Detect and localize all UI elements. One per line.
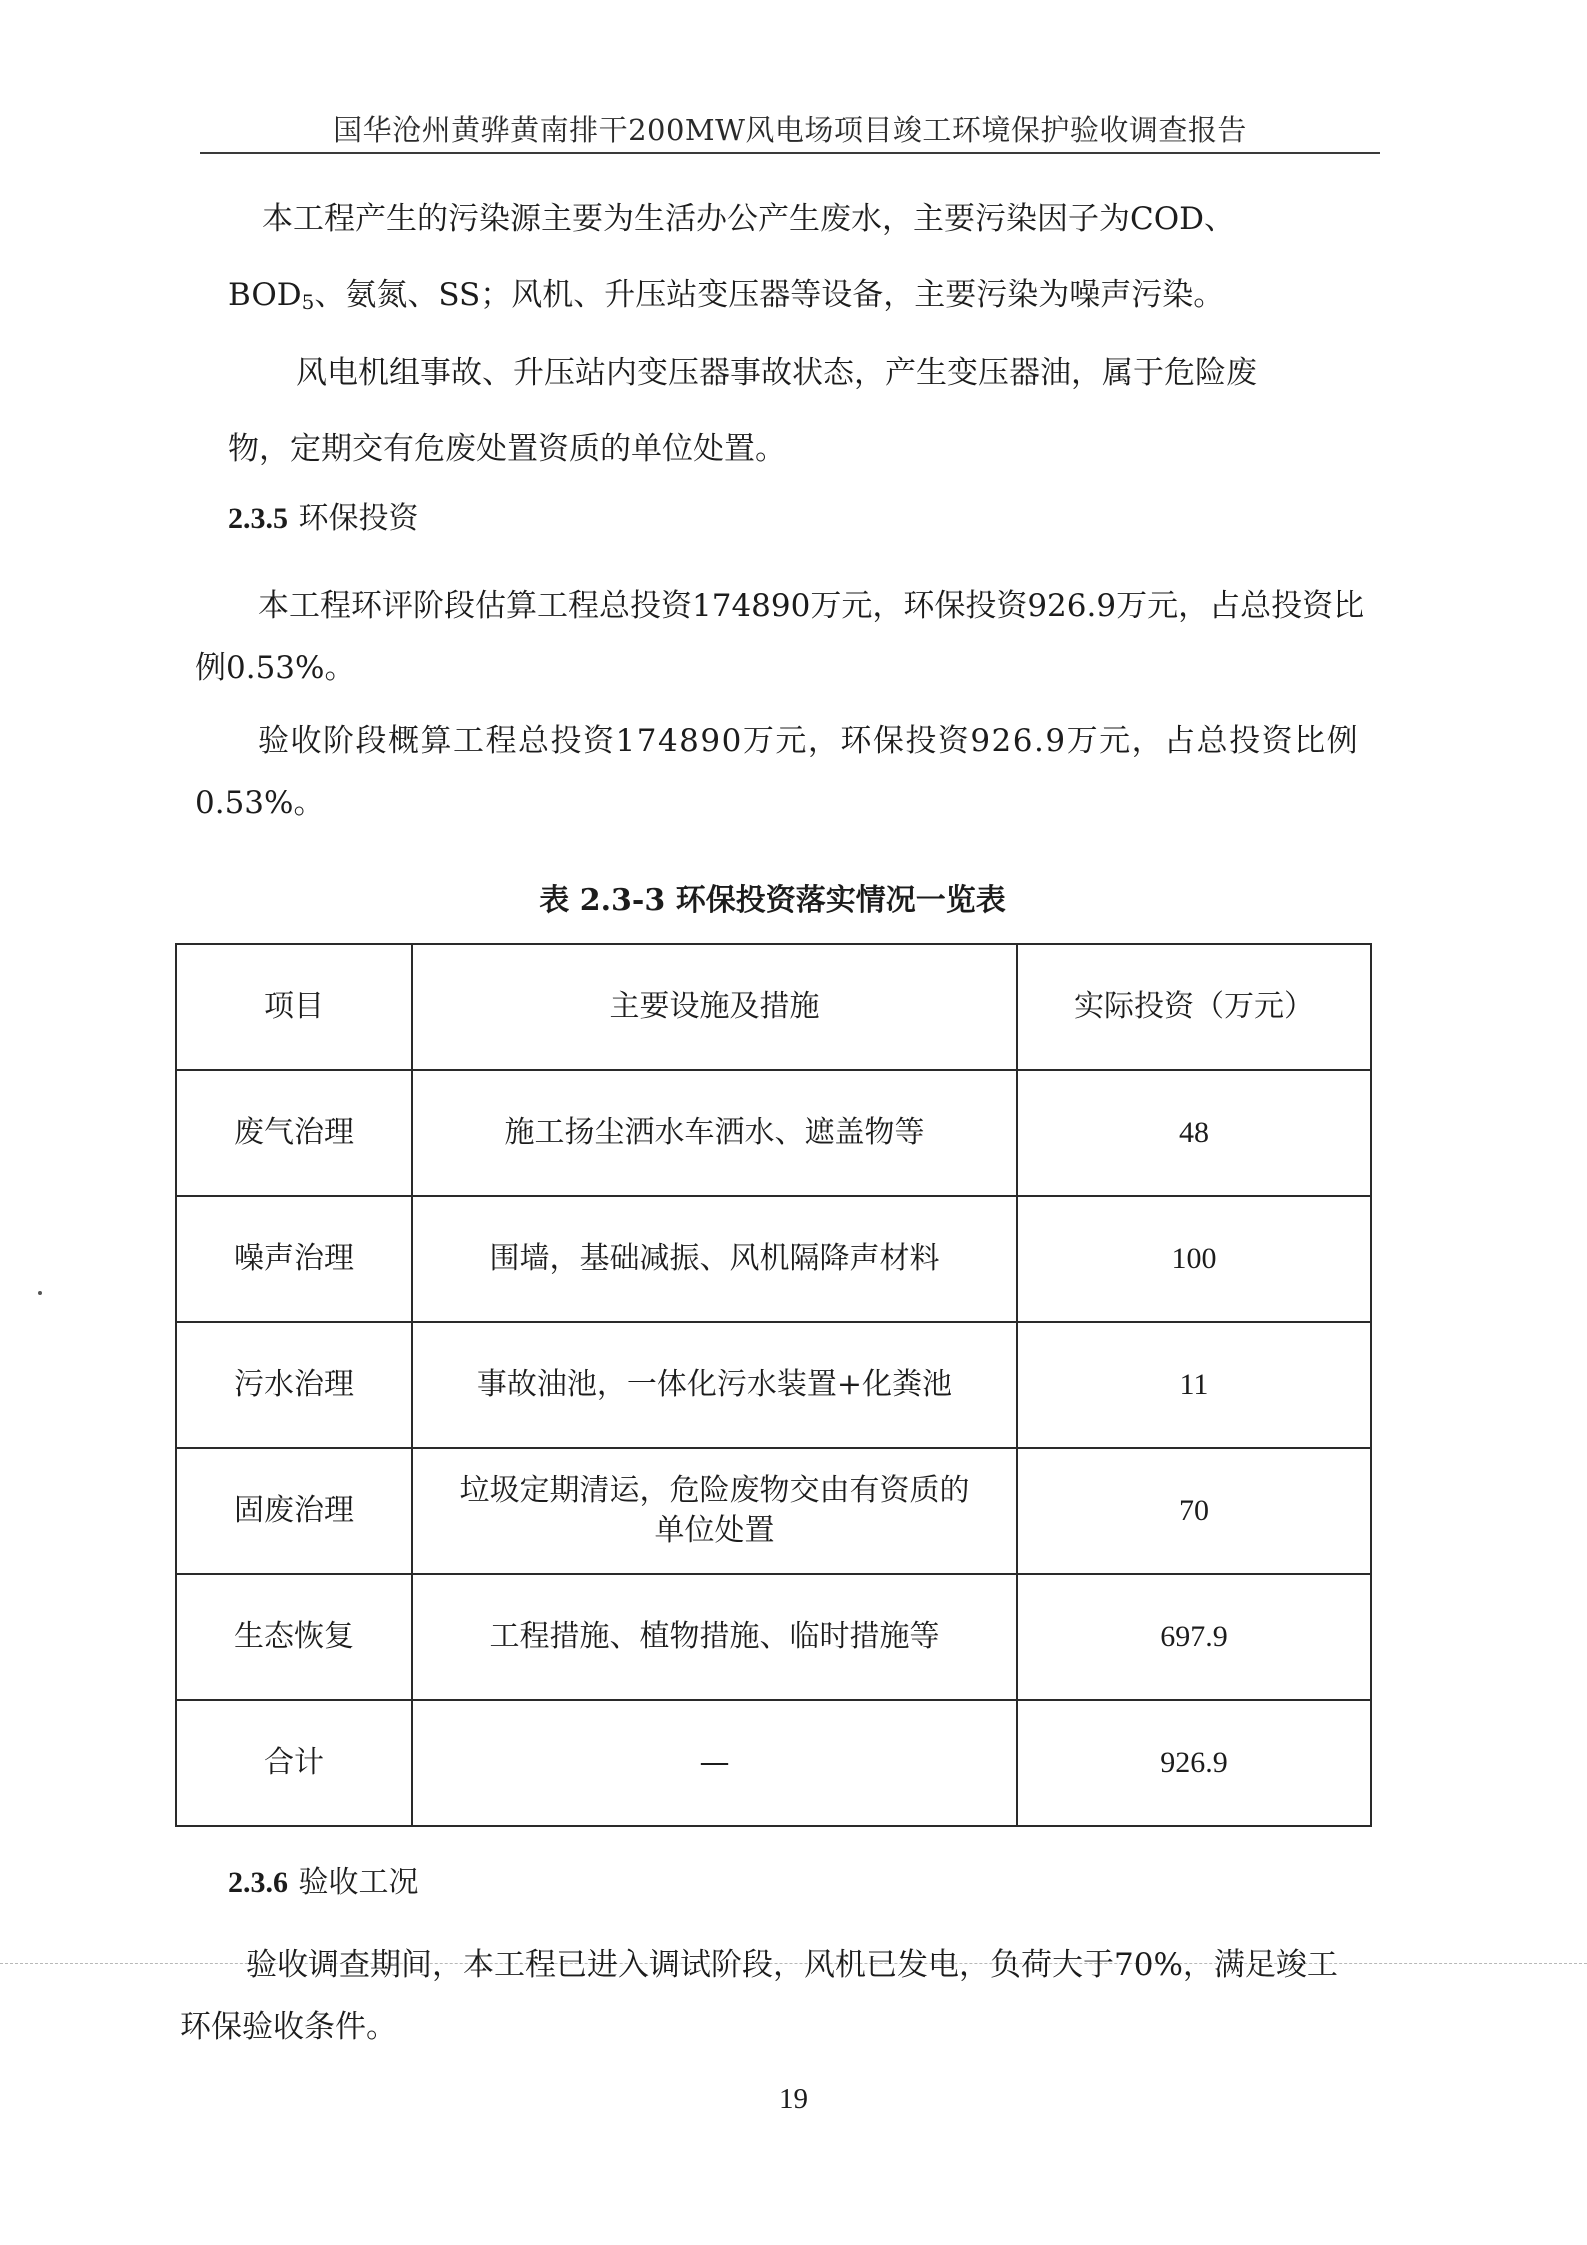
intro-paragraph-1-line-1: 本工程产生的污染源主要为生活办公产生废水，主要污染因子为COD、 [262,201,1235,237]
cell-measures: 围墙，基础减振、风机隔降声材料 [412,1196,1017,1322]
cell-investment: 11 [1017,1322,1371,1448]
cell-item: 生态恢复 [176,1574,412,1700]
cell-measures-line-2: 单位处置 [654,1513,775,1548]
column-header-measures: 主要设施及措施 [412,944,1017,1070]
section-2-3-5-paragraph-1-line-2: 例0.53%。 [195,650,356,686]
cell-measures: 工程措施、植物措施、临时措施等 [412,1574,1017,1700]
cell-measures: — [412,1700,1017,1826]
section-number: 2.3.5 [228,502,288,535]
table-row-total [176,1700,1371,1826]
section-2-3-6-paragraph-1-line-2: 环保验收条件。 [180,2009,397,2045]
page-number: 19 [779,2083,808,2115]
cell-measures [412,1448,1017,1574]
bod-label: BOD [228,277,302,313]
section-2-3-5-paragraph-2-line-1: 验收阶段概算工程总投资174890万元，环保投资926.9万元，占总投资比例 [258,723,1360,759]
table-row [176,1574,1371,1700]
section-title: 环保投资 [298,501,419,536]
column-header-item: 项目 [176,944,412,1070]
section-number: 2.3.6 [228,1866,288,1899]
scan-speck [38,1291,42,1295]
table-header-row [176,944,1371,1070]
cell-item: 噪声治理 [176,1196,412,1322]
table-row [176,1322,1371,1448]
table-row [176,1448,1371,1574]
investment-table [175,943,1372,1827]
column-header-investment: 实际投资（万元） [1017,944,1371,1070]
cell-investment: 48 [1017,1070,1371,1196]
intro-paragraph-1-line-2-rest: 、氨氮、SS；风机、升压站变压器等设备，主要污染为噪声污染。 [314,277,1225,313]
cell-measures: 施工扬尘洒水车洒水、遮盖物等 [412,1070,1017,1196]
cell-investment: 70 [1017,1448,1371,1574]
table-caption: 表 2.3-3 环保投资落实情况一览表 [539,883,1006,918]
section-2-3-5-paragraph-1-line-1: 本工程环评阶段估算工程总投资174890万元，环保投资926.9万元，占总投资比 [258,588,1365,624]
cell-item: 废气治理 [176,1070,412,1196]
cell-item: 合计 [176,1700,412,1826]
intro-paragraph-2-line-1: 风电机组事故、升压站内变压器事故状态，产生变压器油，属于危险废 [296,355,1257,391]
intro-paragraph-2-line-2: 物，定期交有危废处置资质的单位处置。 [228,431,786,467]
running-header: 国华沧州黄骅黄南排干200MW风电场项目竣工环境保护验收调查报告 [333,113,1247,147]
cell-measures: 事故油池，一体化污水装置+化粪池 [412,1322,1017,1448]
cell-measures-line-1: 垃圾定期清运，危险废物交由有资质的 [459,1473,970,1508]
bod-subscript: 5 [301,290,315,314]
table-row [176,1196,1371,1322]
cell-investment: 697.9 [1017,1574,1371,1700]
section-2-3-6-paragraph-1-line-1: 验收调查期间，本工程已进入调试阶段，风机已发电，负荷大于70%，满足竣工 [246,1947,1338,1983]
section-heading-2-3-5 [228,498,418,540]
section-2-3-5-paragraph-2-line-2: 0.53%。 [195,785,325,821]
cell-investment: 926.9 [1017,1700,1371,1826]
table-row [176,1070,1371,1196]
cell-item: 固废治理 [176,1448,412,1574]
cell-item: 污水治理 [176,1322,412,1448]
cell-investment: 100 [1017,1196,1371,1322]
section-heading-2-3-6 [228,1862,418,1904]
intro-paragraph-1-line-2 [228,274,1224,316]
section-title: 验收工况 [298,1865,419,1900]
header-rule [200,152,1380,154]
